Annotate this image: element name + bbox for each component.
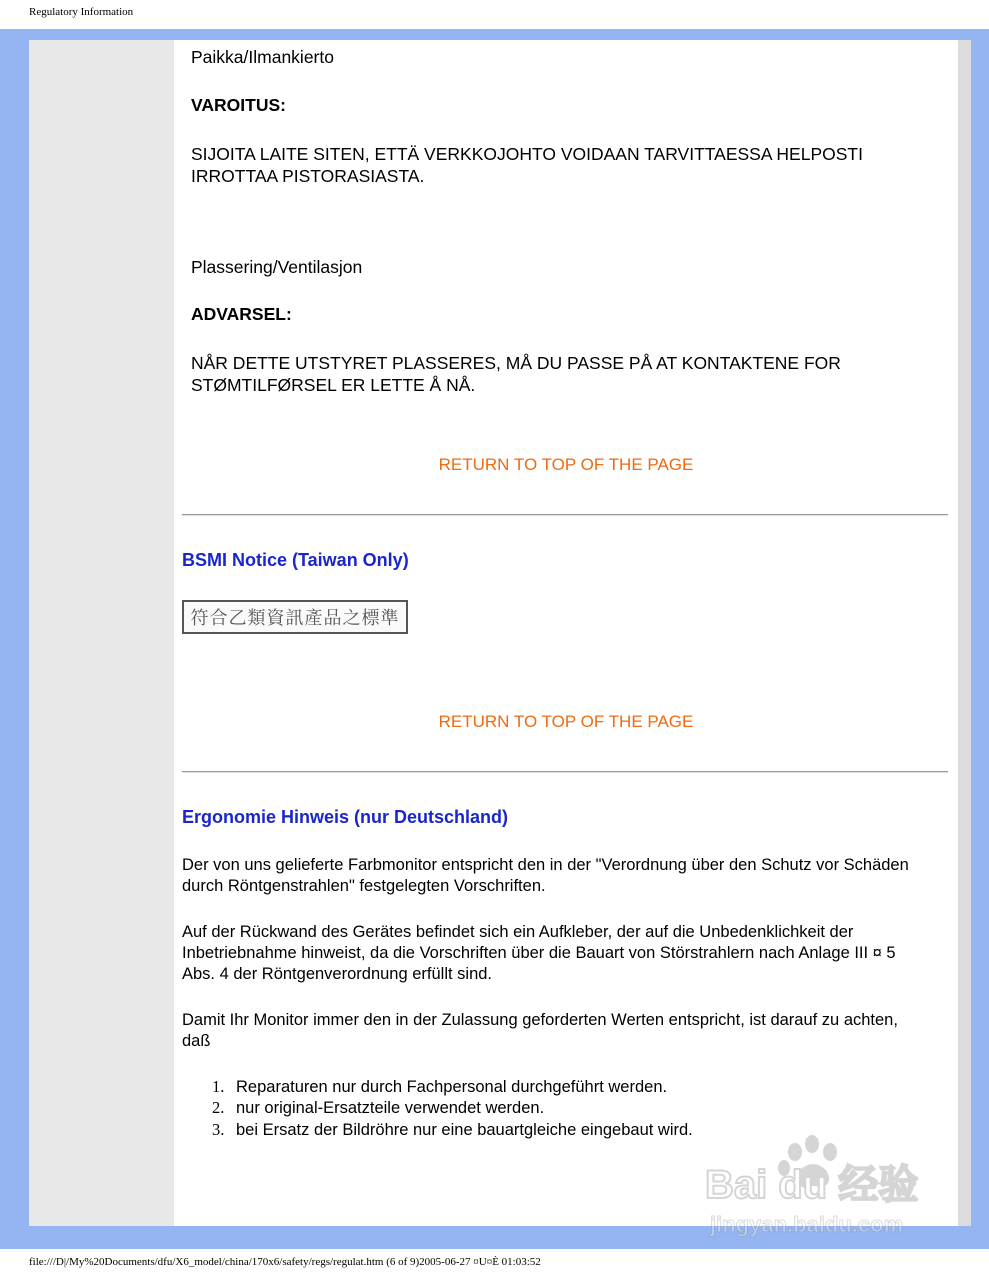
finnish-warning-line1: SIJOITA LAITE SITEN, ETTÄ VERKKOJOHTO VOIDAAN TARVITTAESSA HELPOSTI	[191, 144, 863, 164]
ergonomie-p3-line2: daß	[182, 1032, 211, 1050]
norwegian-heading: Plassering/Ventilasjon	[191, 257, 363, 277]
ergonomie-p1-line2: durch Röntgenstrahlen" festgelegten Vorschriften.	[182, 877, 546, 895]
bsmi-badge: 符合乙類資訊產品之標準	[182, 600, 408, 634]
list-item-number: 1.	[212, 1077, 225, 1096]
norwegian-warning-line1: NÅR DETTE UTSTYRET PLASSERES, MÅ DU PASSE PÅ AT KONTAKTENE FOR	[191, 353, 841, 373]
divider-2	[182, 771, 948, 773]
list-item	[212, 1097, 544, 1119]
list-item-text: Reparaturen nur durch Fachpersonal durchgeführt werden.	[236, 1078, 668, 1096]
page-footer-path: file:///D|/My%20Documents/dfu/X6_model/china/170x6/safety/regs/regulat.htm (6 of 9)2005-06-27 ¤U¤È 01:03:52	[29, 1256, 541, 1268]
norwegian-warning-label: ADVARSEL:	[191, 304, 292, 324]
svg-text:Bai du 经验: Bai du 经验	[705, 1163, 919, 1207]
finnish-warning-label: VAROITUS:	[191, 95, 286, 115]
right-strip	[958, 40, 971, 1226]
return-to-top-link-2[interactable]: RETURN TO TOP OF THE PAGE	[438, 712, 694, 731]
list-item-number: 2.	[212, 1098, 225, 1117]
list-item-number: 3.	[212, 1120, 225, 1139]
finnish-heading: Paikka/Ilmankierto	[191, 47, 334, 67]
norwegian-warning-line2: STØMTILFØRSEL ER LETTE Å NÅ.	[191, 375, 476, 395]
svg-text:jingyan.baidu.com: jingyan.baidu.com	[710, 1212, 904, 1237]
ergonomie-p2-line3: Abs. 4 der Röntgenverordnung erfüllt sind.	[182, 965, 493, 983]
return-to-top-link-1[interactable]: RETURN TO TOP OF THE PAGE	[438, 455, 694, 474]
list-item	[212, 1076, 667, 1098]
finnish-warning-line2: IRROTTAA PISTORASIASTA.	[191, 166, 425, 186]
ergonomie-p3-line1: Damit Ihr Monitor immer den in der Zulassung geforderten Werten entspricht, ist darauf zu achten,	[182, 1011, 898, 1029]
ergonomie-p2-line2: Inbetriebnahme hinweist, da die Vorschriften über die Bauart von Störstrahlern nach Anlage III ¤ 5	[182, 944, 896, 962]
ergonomie-p2-line1: Auf der Rückwand des Gerätes befindet sich ein Aufkleber, der auf die Unbedenklichkeit der	[182, 923, 854, 941]
list-item-text: nur original-Ersatzteile verwendet werden.	[236, 1099, 545, 1117]
bsmi-title: BSMI Notice (Taiwan Only)	[182, 550, 409, 570]
page-header-title: Regulatory Information	[29, 6, 134, 18]
list-item	[212, 1119, 693, 1141]
list-item-text: bei Ersatz der Bildröhre nur eine bauartgleiche eingebaut wird.	[236, 1121, 693, 1139]
ergonomie-p1-line1: Der von uns gelieferte Farbmonitor entspricht den in der "Verordnung über den Schutz vor Schäden	[182, 856, 909, 874]
left-sidebar	[29, 40, 174, 1226]
divider-1	[182, 514, 948, 516]
ergonomie-title: Ergonomie Hinweis (nur Deutschland)	[182, 807, 509, 827]
baidu-watermark-icon	[700, 1130, 930, 1240]
